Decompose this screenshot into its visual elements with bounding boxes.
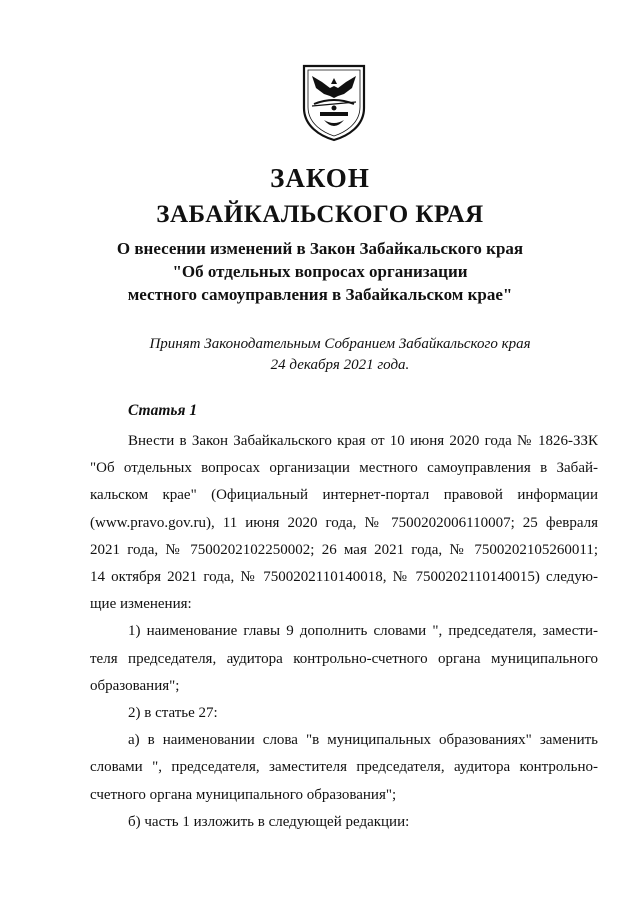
article-text-line: 2) в статье 27: bbox=[128, 705, 218, 722]
article-text-line: Внести в Закон Забайкальского края от 10 июня 2020 года № 1826-ЗЗК bbox=[128, 433, 598, 449]
adoption-note bbox=[0, 334, 640, 376]
article-body bbox=[90, 428, 598, 836]
article-text-line: 1) наименование главы 9 дополнить словами ", председателя, замести- bbox=[128, 623, 598, 640]
coat-of-arms-icon bbox=[300, 62, 368, 142]
subtitle-line: местного самоуправления в Забайкальском крае" bbox=[127, 285, 513, 304]
article-text-line: образования"; bbox=[90, 677, 180, 694]
document-title: ЗАКОН bbox=[270, 163, 370, 193]
subtitle-line: О внесении изменений в Закон Забайкальского края bbox=[116, 239, 524, 258]
article-text-line: "Об отдельных вопросах организации местного самоуправления в Забай- bbox=[90, 460, 598, 477]
article-text-line: б) часть 1 изложить в следующей редакции: bbox=[128, 813, 410, 830]
article-text-line: 2021 года, № 7500202102250002; 26 мая 2021 года, № 7500202105260011; bbox=[90, 541, 598, 558]
document-region-title: ЗАБАЙКАЛЬСКОГО КРАЯ bbox=[156, 201, 484, 228]
article-text-line: (www.pravo.gov.ru), 11 июня 2020 года, № 7500202006110007; 25 февраля bbox=[90, 514, 598, 531]
subtitle-line: "Об отдельных вопросах организации bbox=[172, 262, 468, 281]
article-text-line: счетного органа муниципального образования"; bbox=[90, 786, 397, 803]
article-heading: Статья 1 bbox=[128, 402, 198, 419]
adoption-line: Принят Законодательным Собранием Забайкальского края bbox=[149, 336, 531, 352]
article-text-line: кальском крае" (Официальный интернет-портал правовой информации bbox=[90, 487, 598, 504]
article-text-line: словами ", председателя, заместителя председателя, аудитора контрольно- bbox=[90, 759, 598, 776]
adoption-date: 24 декабря 2021 года. bbox=[270, 357, 410, 373]
article-text-line: щие изменения: bbox=[90, 596, 192, 613]
article-text-line: теля председателя, аудитора контрольно-счетного органа муниципального bbox=[90, 650, 598, 667]
article-text-line: 14 октября 2021 года, № 7500202110140018, № 7500202110140015) следую- bbox=[90, 569, 598, 586]
article-text-line: а) в наименовании слова "в муниципальных образованиях" заменить bbox=[128, 732, 598, 749]
document-subtitle bbox=[0, 237, 640, 306]
